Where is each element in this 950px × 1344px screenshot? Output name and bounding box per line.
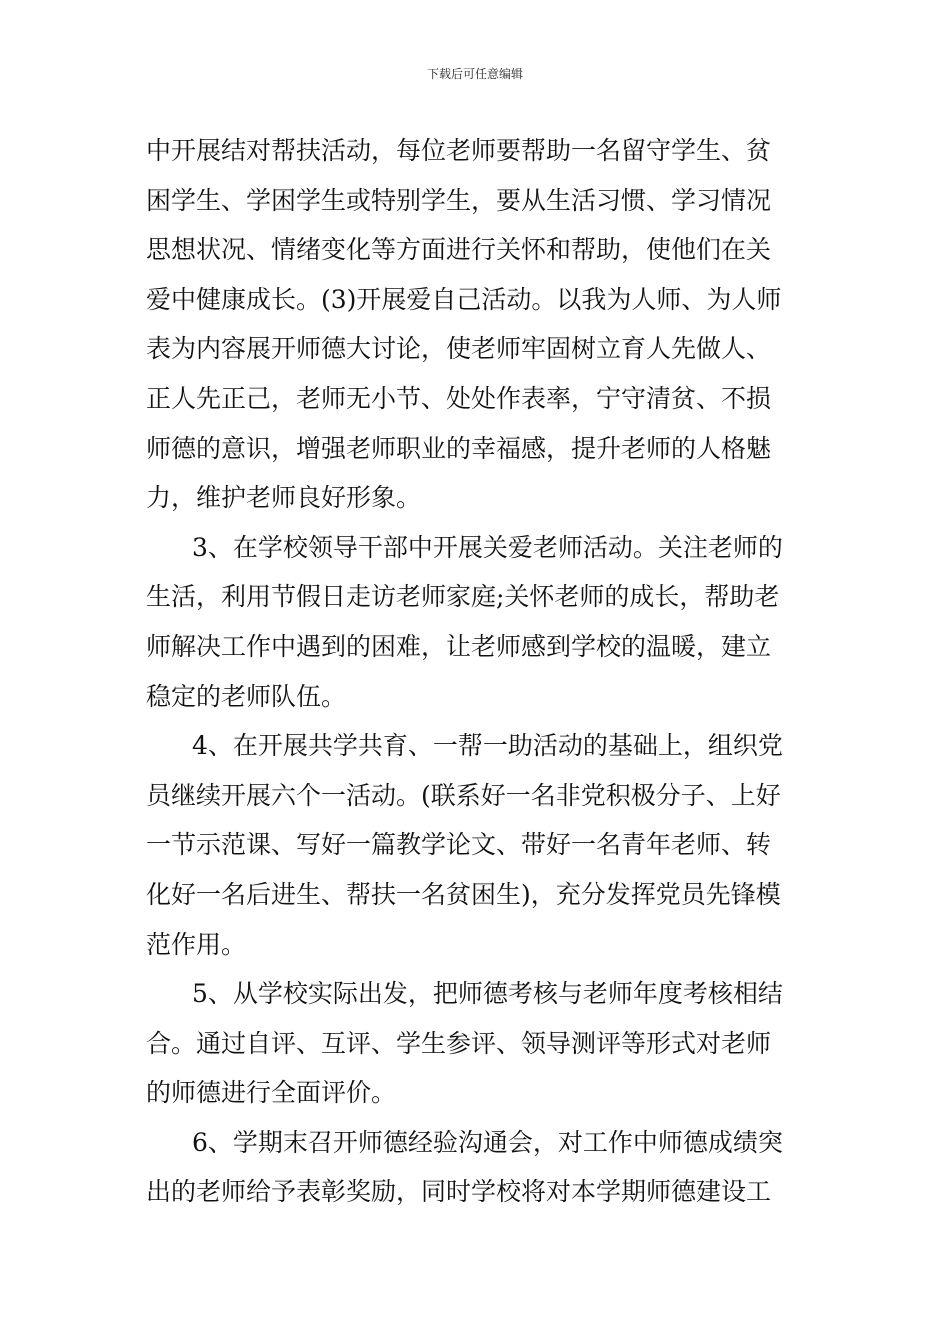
paragraph-first-line: 3、在学校领导干部中开展关爱老师活动。关注老师的 <box>192 532 783 562</box>
text-line: 正人先正己，老师无小节、处处作表率，宁守清贫、不损 <box>146 383 772 413</box>
text-line: 生活，利用节假日走访老师家庭;关怀老师的成长，帮助老 <box>146 582 780 612</box>
text-line: 稳定的老师队伍。 <box>146 681 347 711</box>
text-line: 范作用。 <box>146 929 247 959</box>
text-line: 表为内容展开师德大讨论，使老师牢固树立育人先做人、 <box>146 334 772 364</box>
text-line: 力，维护老师良好形象。 <box>146 483 422 513</box>
text-line: 师解决工作中遇到的困难，让老师感到学校的温暖，建立 <box>146 631 772 661</box>
text-line: 困学生、学困学生或特别学生，要从生活习惯、学习情况 <box>146 185 772 215</box>
paragraph-first-line: 4、在开展共学共育、一帮一助活动的基础上，组织党 <box>192 731 783 761</box>
text-line: 师德的意识，增强老师职业的幸福感，提升老师的人格魅 <box>146 433 772 463</box>
text-line: 爱中健康成长。(3)开展爱自己活动。以我为人师、为人师 <box>146 284 782 314</box>
document-body <box>146 126 814 1217</box>
paragraph-first-line: 6、学期末召开师德经验沟通会，对工作中师德成绩突 <box>192 1127 783 1157</box>
text-line: 合。通过自评、互评、学生参评、领导测评等形式对老师 <box>146 1028 772 1058</box>
paragraph-first-line: 5、从学校实际出发，把师德考核与老师年度考核相结 <box>192 979 783 1009</box>
text-line: 中开展结对帮扶活动，每位老师要帮助一名留守学生、贫 <box>146 136 772 165</box>
text-line: 的师德进行全面评价。 <box>146 1078 397 1108</box>
text-line: 化好一名后进生、帮扶一名贫困生)，充分发挥党员先锋模 <box>146 879 781 909</box>
text-line: 员继续开展六个一活动。(联系好一名非党积极分子、上好 <box>146 780 781 810</box>
text-line: 思想状况、情绪变化等方面进行关怀和帮助，使他们在关 <box>146 235 772 265</box>
text-line: 出的老师给予表彰奖励，同时学校将对本学期师德建设工 <box>146 1177 772 1207</box>
text-line: 一节示范课、写好一篇教学论文、带好一名青年老师、转 <box>146 830 772 860</box>
page-header-note: 下载后可任意编辑 <box>426 67 523 81</box>
